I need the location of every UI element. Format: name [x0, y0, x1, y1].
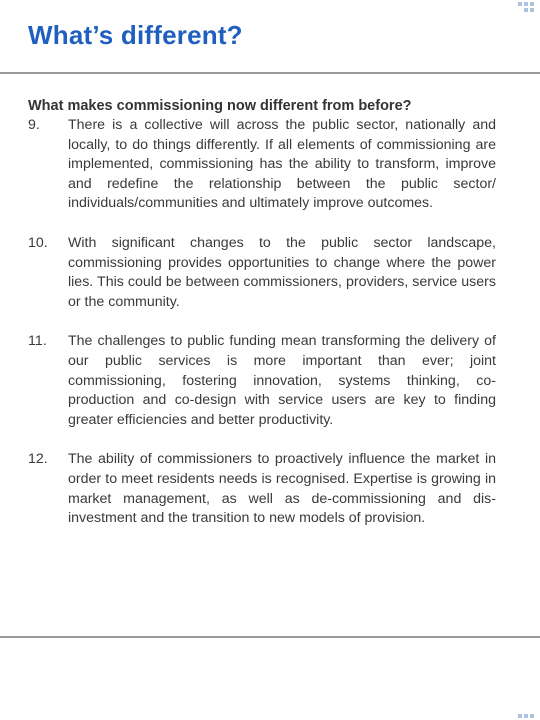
footer-divider — [0, 636, 540, 638]
item-number: 10. — [28, 234, 48, 251]
item-number: 12. — [28, 451, 48, 468]
corner-decoration-bottom — [516, 710, 540, 720]
item-text: The challenges to public funding mean transforming the delivery of our public services is more important than ever; joint commissioning, fostering innovation, systems thinking, co-production and co-design with service users are key to finding greater efficiencies and better productivity. — [68, 333, 496, 428]
section-subheading: What makes commissioning now different from before? — [28, 98, 412, 114]
item-number: 11. — [28, 333, 47, 350]
list-item — [28, 332, 496, 430]
item-number: 9. — [28, 117, 40, 133]
corner-decoration-top — [516, 0, 540, 14]
list-item — [28, 450, 496, 528]
list-item — [28, 116, 496, 214]
title-divider — [0, 72, 540, 74]
slide-title: What’s different? — [28, 20, 243, 50]
item-text: The ability of commissioners to proactively influence the market in order to meet residents needs is recognised. Expertise is growing in market management, as well as de-commissioning and dis-investment and the transition to new models of provision. — [68, 451, 496, 527]
item-text: There is a collective will across the public sector, nationally and locally, to do things differently. If all elements of commissioning are implemented, commissioning has the ability to transform, improve and redefine the relationship between the public sector/ individuals/communities and ultimately improve outcomes. — [68, 117, 496, 212]
list-item — [28, 234, 496, 312]
item-text: With significant changes to the public sector landscape, commissioning provides opportunities to change where the power lies. This could be between commissioners, providers, service users or the community. — [68, 234, 496, 310]
slide-body — [28, 96, 496, 529]
